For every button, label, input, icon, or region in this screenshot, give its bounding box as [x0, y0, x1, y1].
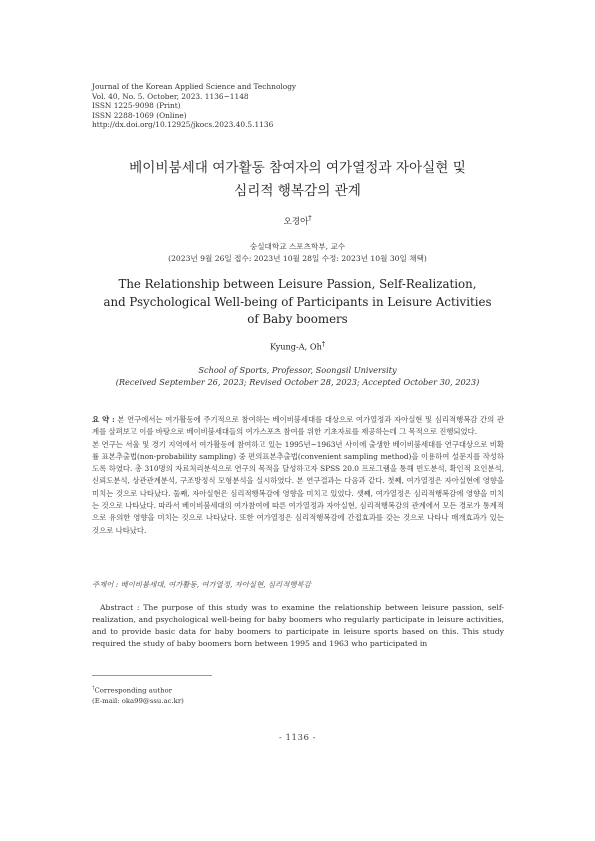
english-abstract-text: Abstract : The purpose of this study was to examine the relationship between leisure passion, self-realization, and psychological well-being for baby boomers who regularly participate in leisure activities, and to provide basic data for baby boomers to participate in leisure sports based on this. This study required the study of baby boomers born between 1995 and 1963 who participated in [92, 603, 504, 649]
footnote-corresponding: Corresponding author [94, 686, 172, 695]
english-affiliation [0, 364, 595, 388]
korean-keywords: 주제어 : 베이비붐세대, 여가활동, 여가열정, 자아실현, 심리적행복감 [92, 580, 311, 589]
footnote [92, 683, 184, 707]
footnote-line1 [92, 683, 184, 696]
footnote-divider [92, 675, 212, 676]
english-title [0, 276, 595, 329]
footnote-email: (E-mail: oka99@ssu.ac.kr) [92, 697, 184, 706]
page-number: - 1136 - [278, 733, 317, 743]
korean-abstract-paragraph2: 본 연구는 서울 및 경기 지역에서 여가활동에 참여하고 있는 1995년~1963년 사이에 출생한 베이비붐세대를 연구대상으로 비확률 표본추출법(non-probability sampling) 중 편의표본추출법(convenient sampling method)을 이용하여 설문지를 작성하도록 하였다. 총 310명의 자료처리분석으로 연구의 목적을 달성하고자 SPSS 20.0 프로그램을 통해 빈도분석, 확인적 요인분석, 신뢰도분석, 상관관계분석, 구조방정식 모형분석을 실시하였다. 본 연구결과는 다음과 같다. 첫째, 여가열정은 자아실현에 영향을 미치는 것으로 나타났다. 둘째, 자아실현은 심리적행복감에 영향을 미치고 있었다. 셋째, 여가열정은 심리적행복감에 영향을 미치는 것으로 나타났다. 따라서 베이비붐세대의 여가참여에 따른 여가열정과 자아실현, 심리적행복감의 관계에서 모든 경로가 통계적으로 유의한 영향을 미치는 것으로 나타났다. 또한 여가열정은 심리적행복감에 간접효과를 갖는 것으로 나타나 매개효과가 있는 것으로 나타났다. [92, 439, 504, 535]
english-affiliation-line1: School of Sports, Professor, Soongsil University [198, 365, 397, 375]
korean-abstract [92, 414, 504, 537]
journal-issn-online: ISSN 2288-1069 (Online) [92, 110, 187, 120]
journal-issn-print: ISSN 1225-9098 (Print) [92, 101, 181, 111]
korean-affiliation-line1: 숭실대학교 스포츠학부, 교수 [249, 242, 346, 251]
footnote-mark: † [92, 685, 95, 691]
korean-abstract-text1: 본 연구에서는 여가활동에 주기적으로 참여하는 베이비붐세대를 대상으로 여가열정과 자아실현 및 심리적행복감 간의 관계를 살펴보고 이를 바탕으로 베이비붐세대들의 여가스포츠 참여를 위한 기초자료를 제공하는데 그 목적으로 진행되었다. [92, 415, 504, 437]
journal-name: Journal of the Korean Applied Science and Technology [92, 82, 297, 91]
corresponding-author-mark-en: † [321, 341, 325, 348]
english-title-line3: of Baby boomers [247, 312, 348, 326]
english-title-line1: The Relationship between Leisure Passion, Self-Realization, [118, 277, 477, 291]
journal-volume: Vol. 40, No. 5. October, 2023. 1136~1148 [92, 91, 249, 101]
english-title-line2: and Psychological Well-being of Participants in Leisure Activities [103, 294, 492, 309]
korean-abstract-paragraph1 [92, 414, 504, 439]
korean-affiliation [0, 241, 595, 265]
korean-author-name: 오경아 [283, 217, 309, 227]
korean-title-line1: 베이비붐세대 여가활동 참여자의 여가열정과 자아실현 및 [129, 160, 466, 176]
journal-info [92, 82, 296, 130]
korean-abstract-label: 요 약 : [92, 415, 115, 424]
english-author-name: Kyung-A, Oh [269, 341, 322, 352]
korean-dates-line: (2023년 9월 26일 접수: 2023년 10월 28일 수정: 2023년 10월 30일 채택) [168, 254, 427, 263]
korean-title-line2: 심리적 행복감의 관계 [234, 183, 361, 199]
english-author [0, 341, 595, 352]
english-abstract [92, 602, 504, 650]
korean-author [0, 215, 595, 227]
corresponding-author-mark: † [308, 215, 312, 223]
journal-doi-link[interactable]: http://dx.doi.org/10.12925/jkocs.2023.40.5.1136 [92, 120, 274, 130]
korean-title [0, 157, 595, 203]
english-dates-line: (Received September 26, 2023; Revised October 28, 2023; Accepted October 30, 2023) [115, 377, 480, 387]
